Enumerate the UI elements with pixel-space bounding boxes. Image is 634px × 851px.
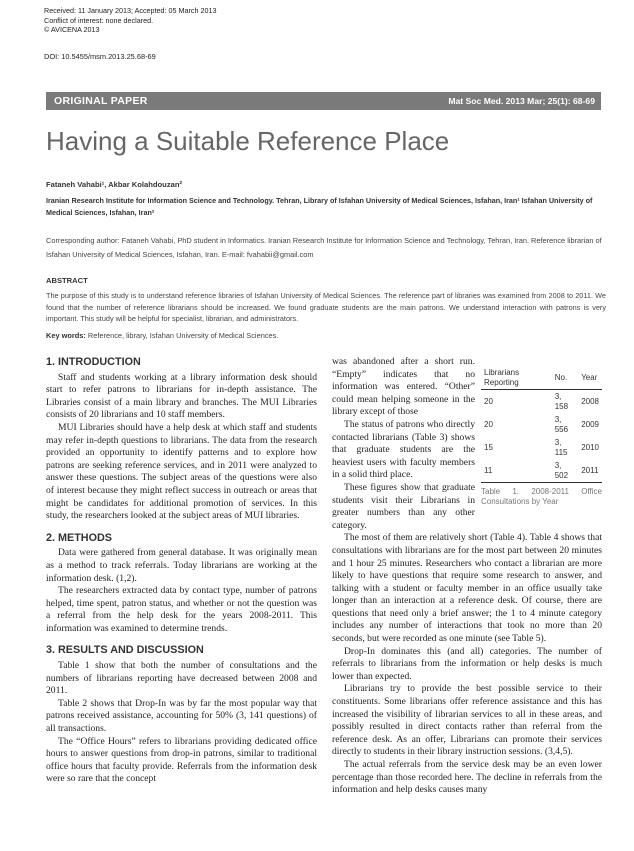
affiliations: Iranian Research Institute for Information Science and Technology. Tehran, Library of Isfahan University of Medical Sciences, Isfahan, Iran¹ Isfahan University of Medical Sciences, Isfahan, Iran² — [46, 196, 593, 217]
results-paragraph-1: Table 1 show that both the number of consultations and the numbers of librarians reporting have decreased between 2008 and 2011. — [46, 660, 317, 697]
paper-type-label: ORIGINAL PAPER — [54, 95, 148, 107]
results-paragraph-2: Table 2 shows that Drop-In was by far the most popular way that patrons received assistance, accounting for 50% (3, 141 questions) of all transactions. — [46, 697, 317, 735]
abstract-heading: ABSTRACT — [46, 276, 88, 285]
table-1-caption: Table 1. 2008-2011 Office Consultations by Year — [481, 487, 602, 506]
page-title: Having a Suitable Reference Place — [46, 126, 450, 156]
methods-paragraph-2: The researchers extracted data by contact type, number of patrons helped, time spent, patron status, and whether or not the question was a referral from the help desk for the years 2008-2011. This information was examined to determine trends. — [46, 585, 317, 634]
column-left — [46, 356, 317, 786]
right-paragraph-6: The actual referrals from the service desk may be an even lower percentage than those recorded here. The decline in referrals from the information and help desks causes many — [332, 759, 602, 796]
right-paragraph-0: was abandoned after a short run. “Empty” indicates that no information was entered. “Other” could mean helping someone in the library except of those — [332, 356, 475, 418]
table-header-cell: Year — [578, 366, 602, 390]
table-cell: 20 — [484, 419, 493, 429]
results-paragraph-3: The “Office Hours” refers to librarians providing dedicated office hours to answer questions from drop-in patrons, similar to traditional office hours that faculty provide. Referrals from the information desk were so rare that the concept — [46, 735, 317, 785]
table-cell: 15 — [484, 442, 493, 452]
copyright: © AVICENA 2013 — [44, 25, 100, 35]
right-paragraph-1: The status of patrons who directly contacted librarians (Table 3) shows that graduate students are the heaviest users with faculty members in a solid third place. — [332, 418, 475, 481]
table-row — [481, 436, 602, 459]
doi: DOI: 10.5455/msm.2013.25.68-69 — [44, 52, 156, 61]
table-cell: 2008 — [581, 396, 599, 406]
table-cell: 11 — [481, 459, 552, 483]
table-row — [481, 413, 602, 436]
keywords-text: Reference, library, Isfahan University of Medical Sciences. — [85, 331, 279, 340]
table-header-row — [481, 366, 602, 390]
article-meta — [44, 6, 216, 35]
table-cell: 20 — [484, 396, 493, 406]
right-paragraph-4: Drop-In dominates this (and all) categories. The number of referrals to librarians from the information or help desks is much lower than expected. — [332, 645, 602, 682]
table-row — [481, 459, 602, 483]
abstract-text: The purpose of this study is to understand reference libraries of Isfahan University of Medical Sciences. The reference part of libraries was examined from 2008 to 2011. We found that the number of reference librarians should be increased. We found graduate students are the main patrons. We understand interaction with patrons is very important. This study will be helpful for specialist, librarian, and administrators. — [46, 291, 606, 323]
section-band — [46, 92, 601, 110]
keywords — [46, 331, 278, 340]
right-paragraph-5: Librarians try to provide the best possible service to their constituents. Some librarians offer reference assistance and this has increased the visibility of librarian services to all in these areas, and possibly resulted in direct contacts rather than referral from the reference desk. As an offer, Librarians can promote their services directly to students in their library instruction sessions. (3,4,5). — [332, 683, 602, 758]
journal-citation: Mat Soc Med. 2013 Mar; 25(1): 68-69 — [448, 96, 595, 106]
table-header-cell: No. — [552, 366, 578, 390]
right-paragraph-3: The most of them are relatively short (Table 4). Table 4 shows that consultations with librarians are for the most part between 20 minutes and 1 hour 25 minutes. Researchers who contact a librarian are more likely to have questions that require some research to answer, and talking with a student or faculty member in an office usually take longer than an interaction at a reference desk. Of course, there are questions that need only a brief answer; the 1 to 4 minute category includes any number of interactions that took no more than 20 seconds, but were recorded as one minute (see Table 5). — [332, 532, 602, 645]
methods-paragraph-1: Data were gathered from general database. It was originally mean as a method to track referrals. Today librarians are working at the information desk. (1,2). — [46, 547, 317, 584]
table-cell: 2010 — [581, 442, 599, 452]
keywords-label: Key words: — [46, 331, 86, 340]
table-1-figure — [481, 366, 602, 507]
intro-paragraph-2: MUI Libraries should have a help desk at which staff and students may refer in-depth questions to librarians. The data from the research provided an opportunity to identify patterns and to explore how patrons are seeking reference services, and in 2011 were analyzed to answer these questions. The subject areas of the questions were also of interest because they might reflect success in outreach or areas that might be candidates for additional promotion of services. In this study, the researchers looked at the subject areas of MUI libraries. — [46, 421, 317, 522]
table-cell: 3, 502 — [552, 459, 578, 483]
right-paragraph-2: These figures show that graduate students visit their Librarians in greater numbers than any other category. — [332, 481, 475, 531]
table-row — [481, 390, 602, 414]
table-header-cell: Librarians Reporting — [481, 366, 552, 390]
table-cell: 2011 — [578, 459, 602, 483]
conflict-statement: Conflict of interest: none declared. — [44, 15, 154, 25]
received-date: Received: 11 January 2013; Accepted: 05 March 2013 — [44, 6, 217, 15]
authors: Fataneh Vahabi¹, Akbar Kolahdouzan² — [46, 180, 183, 189]
table-1 — [481, 366, 602, 483]
corresponding-author: Corresponding author: Fataneh Vahabi, PhD student in Informatics. Iranian Research Institute for Information Science and Technology, Tehran, Iran. Reference librarian of Isfahan University of Medical Sciences, Isfahan, Iran. E-mail: fvahabii@gmail.com — [46, 236, 602, 259]
intro-heading: 1. INTRODUCTION — [46, 356, 141, 368]
methods-heading: 2. METHODS — [46, 531, 112, 544]
column-right — [332, 356, 602, 797]
table-cell: 3, 556 — [554, 415, 569, 434]
table-cell: 2009 — [581, 419, 599, 429]
intro-paragraph-1: Staff and students working at a library information desk should start to refer patrons to librarians for in-depth assistance. The Libraries consist of a main library and branches. The MUI Libraries consists of 20 librarians and 10 staff members. — [46, 371, 317, 421]
table-cell: 3, 158 — [554, 392, 569, 411]
results-heading: 3. RESULTS AND DISCUSSION — [46, 644, 204, 657]
table-cell: 3, 115 — [554, 438, 568, 457]
